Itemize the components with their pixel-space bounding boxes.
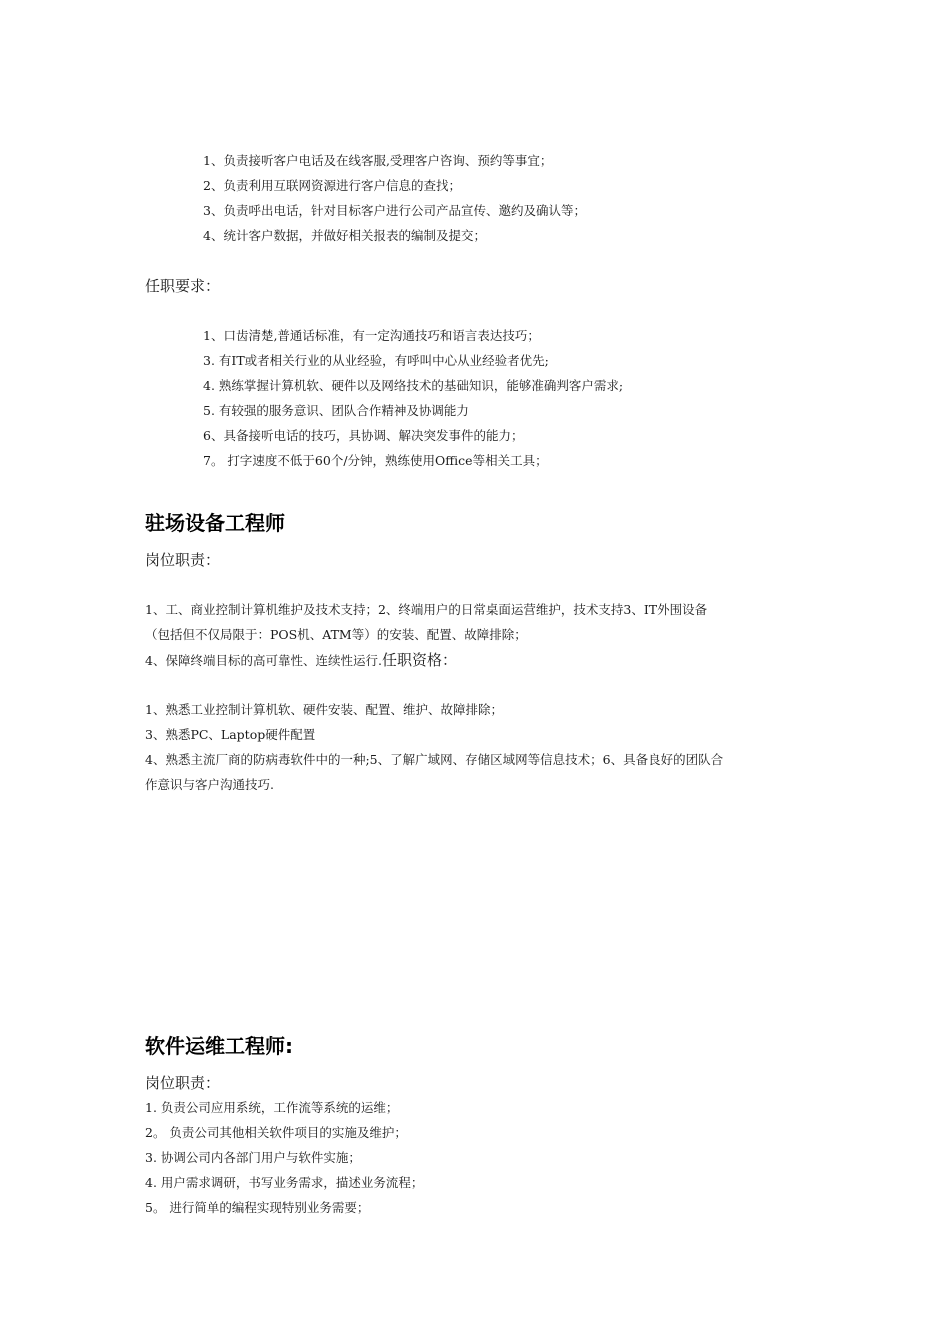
duty-item: 4、统计客户数据，并做好相关报表的编制及提交； <box>203 228 486 243</box>
qualification-label: 任职资格： <box>381 651 457 669</box>
requirement-item: 5. 有较强的服务意识、团队合作精神及协调能力 <box>203 403 469 418</box>
section-title: 驻场设备工程师 <box>145 511 285 535</box>
qualification-item: 3、熟悉PC、Laptop硬件配置 <box>145 727 316 742</box>
paragraph-line: 1、工、商业控制计算机维护及技术支持；2、终端用户的日常桌面运营维护，技术支持3、IT外围设备 <box>145 602 708 617</box>
duty-item: 3、负责呼出电话，针对目标客户进行公司产品宣传、邀约及确认等； <box>203 203 586 218</box>
duty-item: 4. 用户需求调研，书写业务需求，描述业务流程； <box>145 1175 424 1190</box>
paragraph-line <box>145 652 457 669</box>
requirement-item: 4. 熟练掌握计算机软、硬件以及网络技术的基础知识，能够准确判客户需求; <box>203 378 624 393</box>
paragraph-line: （包括但不仅局限于：POS机、ATM等）的安装、配置、故障排除； <box>145 627 527 642</box>
duty-item: 2。 负责公司其他相关软件项目的实施及维护； <box>145 1125 407 1140</box>
qualification-item: 作意识与客户沟通技巧. <box>145 777 274 792</box>
duty-item: 5。 进行简单的编程实现特别业务需要； <box>145 1200 370 1215</box>
duty-item: 1、负责接听客户电话及在线客服,受理客户咨询、预约等事宜； <box>203 153 553 168</box>
requirement-item: 1、口齿清楚,普通话标准，有一定沟通技巧和语言表达技巧； <box>203 328 540 343</box>
requirement-item: 3. 有IT或者相关行业的从业经验，有呼叫中心从业经验者优先; <box>203 353 549 368</box>
qualification-item: 4、熟悉主流厂商的防病毒软件中的一种;5、了解广域网、存储区域网等信息技术；6、具备良好的团队合 <box>145 752 724 767</box>
duty-label: 岗位职责： <box>145 551 221 569</box>
requirement-item: 6、具备接听电话的技巧，具协调、解决突发事件的能力； <box>203 428 524 443</box>
requirement-item: 7。 打字速度不低于60个/分钟，熟练使用Office等相关工具； <box>203 453 548 468</box>
section-title: 软件运维工程师: <box>145 1034 293 1058</box>
duty-item: 2、负责利用互联网资源进行客户信息的查找； <box>203 178 461 193</box>
requirements-label: 任职要求： <box>145 277 221 295</box>
duty-item: 3. 协调公司内各部门用户与软件实施； <box>145 1150 361 1165</box>
duty-item: 1. 负责公司应用系统，工作流等系统的运维； <box>145 1100 399 1115</box>
paragraph-text: 4、保障终端目标的高可靠性、连续性运行. <box>145 653 382 668</box>
qualification-item: 1、熟悉工业控制计算机软、硬件安装、配置、维护、故障排除； <box>145 702 503 717</box>
duty-label: 岗位职责： <box>145 1074 221 1092</box>
